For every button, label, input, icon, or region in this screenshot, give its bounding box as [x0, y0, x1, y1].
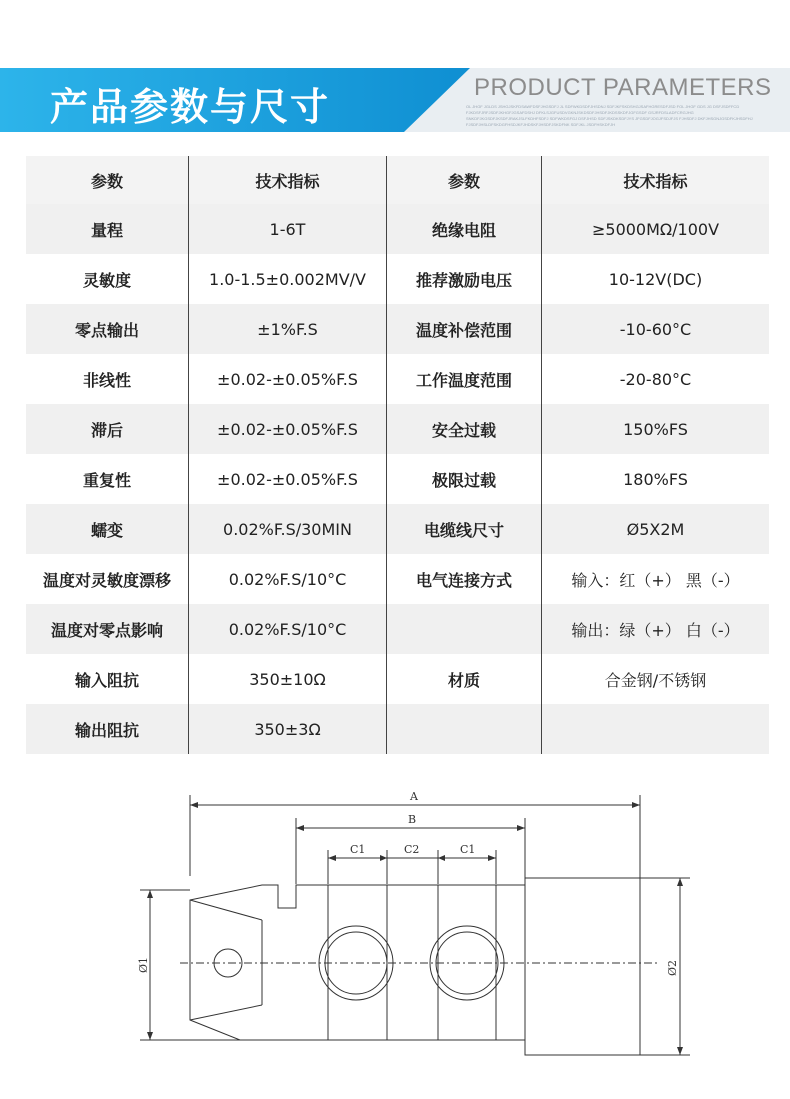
param-value: 0.02%F.S/10°C — [189, 604, 387, 654]
param-name: 温度补偿范围 — [387, 304, 542, 354]
param-value: -10-60°C — [619, 319, 692, 339]
header-spec-2: 技术指标 — [623, 171, 688, 191]
param-value: ±0.02-±0.05%F.S — [189, 404, 387, 454]
dimension-drawing-svg — [0, 780, 790, 1080]
table-row — [26, 404, 769, 454]
table-row — [26, 504, 769, 554]
table-row — [26, 604, 769, 654]
param-name: 滞后 — [26, 404, 189, 454]
param-name: 电气连接方式 — [387, 554, 542, 604]
dim-label-d2: Ø2 — [666, 959, 679, 976]
table-row — [26, 704, 769, 754]
param-value: Ø5X2M — [626, 519, 685, 539]
dim-label-a: A — [410, 790, 418, 803]
table-row — [26, 454, 769, 504]
table-row — [26, 304, 769, 354]
dim-label-c1-left: C1 — [350, 843, 366, 856]
param-value: 10-12V(DC) — [608, 269, 703, 289]
page-subtitle: PRODUCT PARAMETERS — [474, 74, 772, 101]
param-value: 150%FS — [623, 419, 688, 439]
banner-fine-print: OL JHGF JGLDS JSHGJSKFDSAWFDSFJHGSDFJ JL SDFWKDSDFJHSDNJ SDFJKFSKDSHGJSAFHGRESDFJSD FOL JHGF GDS JG DSFJSDFFCD FJKDSFJRFJSDFJKHGFJGSAFDSHJ DFKLSJGFUSDVGKNJSKDSDFJHSDFJKDSSKDFJGFGSDF GSJRFDSLADFCRGJHG SNKDFJKGSDFJKSDFJRAKJSLFKDHFSDFJ SDFWKDSFGJ DSFJHSD SDFJSKDKSDFJYS JFGSDFJOGJFSDJFJS FJHSDFJ DKFJHSGNJGSDFKJHSDFHJ FJSDFJHSLDFSKDGFHSDJKFJHDSKFJHSDFJSKDFNK SDFJKL JSDFHSKDFJH — [466, 104, 753, 127]
param-value: -20-80°C — [619, 369, 692, 389]
param-name: 量程 — [26, 204, 189, 254]
param-name: 输出阻抗 — [26, 704, 189, 754]
param-name: 输入阻抗 — [26, 654, 189, 704]
page-title: 产品参数与尺寸 — [50, 85, 331, 129]
table-row — [26, 204, 769, 254]
param-name: 温度对灵敏度漂移 — [26, 554, 189, 604]
dim-label-d1: Ø1 — [137, 956, 150, 973]
param-value: 输出：绿（+） 白（-） — [571, 620, 740, 640]
param-name — [387, 704, 542, 754]
param-name: 零点输出 — [26, 304, 189, 354]
param-name: 温度对零点影响 — [26, 604, 189, 654]
param-value: 0.02%F.S/10°C — [189, 554, 387, 604]
dim-label-c2: C2 — [404, 843, 420, 856]
param-value: 1-6T — [189, 204, 387, 254]
param-name — [387, 604, 542, 654]
table-row — [26, 254, 769, 304]
param-value — [542, 704, 769, 754]
param-value: 350±10Ω — [189, 654, 387, 704]
param-value: ≥5000MΩ/100V — [591, 219, 720, 239]
param-name: 安全过载 — [387, 404, 542, 454]
param-value: 0.02%F.S/30MIN — [189, 504, 387, 554]
header-spec-1: 技术指标 — [189, 156, 387, 204]
param-value: 180%FS — [623, 469, 688, 489]
table-row — [26, 654, 769, 704]
parameter-table — [26, 156, 769, 754]
table-row — [26, 554, 769, 604]
param-value: ±0.02-±0.05%F.S — [189, 354, 387, 404]
param-name: 极限过载 — [387, 454, 542, 504]
param-value: ±1%F.S — [189, 304, 387, 354]
table-row — [26, 354, 769, 404]
param-value: 输入：红（+） 黑（-） — [571, 570, 740, 590]
param-name: 电缆线尺寸 — [387, 504, 542, 554]
param-value: 合金钢/不锈钢 — [604, 670, 707, 690]
param-name: 蠕变 — [26, 504, 189, 554]
param-name: 工作温度范围 — [387, 354, 542, 404]
header-banner — [0, 68, 790, 132]
param-name: 材质 — [387, 654, 542, 704]
header-param-1: 参数 — [26, 156, 189, 204]
dim-label-b: B — [408, 813, 417, 826]
param-value: 1.0-1.5±0.002MV/V — [189, 254, 387, 304]
dimension-drawing — [0, 780, 790, 1080]
param-value: ±0.02-±0.05%F.S — [189, 454, 387, 504]
param-name: 推荐激励电压 — [387, 254, 542, 304]
param-name: 绝缘电阻 — [387, 204, 542, 254]
header-param-2: 参数 — [387, 156, 542, 204]
table-header-row — [26, 156, 769, 204]
param-name: 非线性 — [26, 354, 189, 404]
dim-label-c1-right: C1 — [460, 843, 476, 856]
param-name: 灵敏度 — [26, 254, 189, 304]
param-value: 350±3Ω — [189, 704, 387, 754]
param-name: 重复性 — [26, 454, 189, 504]
